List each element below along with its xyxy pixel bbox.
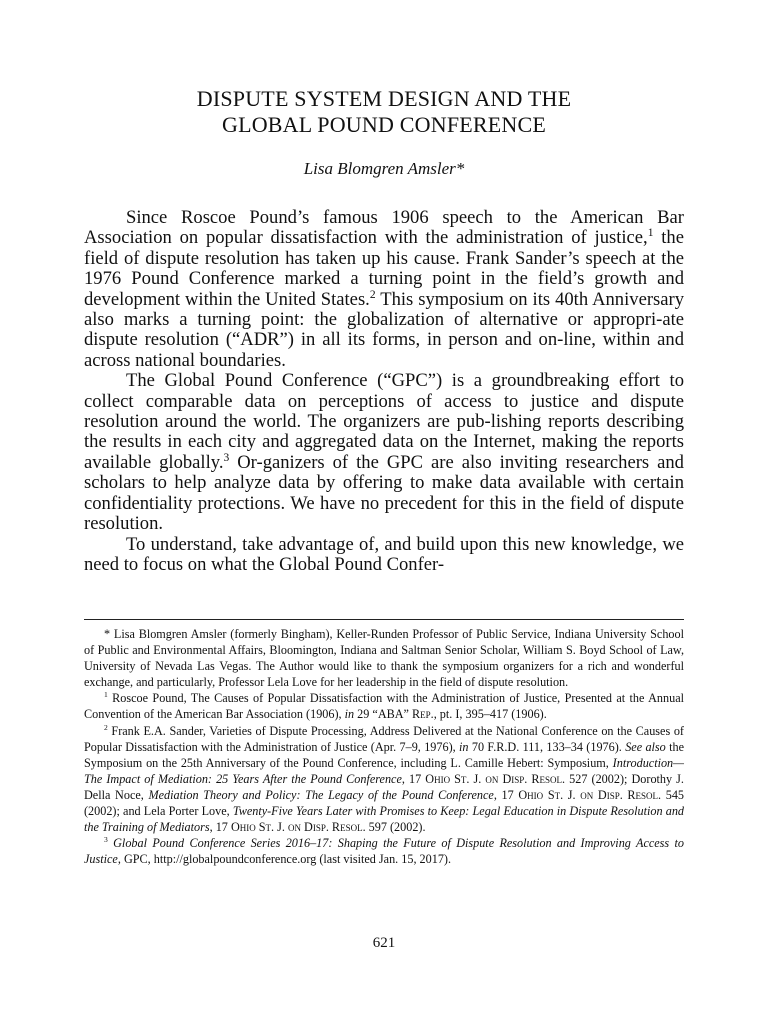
paragraph-2: The Global Pound Conference (“GPC”) is a groundbreaking effort to collect comparable data on perceptions of access to justice and dispute resolution around the world. The organizers are pub-lishing reports describing the results in each city and aggregated data on the Internet, making the reports available globally.$^3$ Or-ganizers of the GPC are also inviting researchers and scholars to help analyze data by offering to make data available with certain confidentiality protections. We have no precedent for this in the field of dispute resolution. [84,370,684,535]
author-name: Lisa Blomgren Amsler* [303,159,465,178]
title-line-1: DISPUTE SYSTEM DESIGN AND THE [196,86,572,111]
footnote-2: $^2$ Frank E.A. Sander, Varieties of Dispute Processing, Address Delivered at the National Conference on the Causes of Popular Dissatisfaction with the Administration of Justice (Apr. 7–9, 1976), in 70 F.R.D. 111, 133–34 (1976). See also the Symposium on the 25th Anniversary of the Pound Conference, including L. Camille Hebert: Symposium, Introduction—The Impact of Mediation: 25 Years After the Pound Conference, 17 Ohio St. J. on Disp. Resol. 527 (2002); Dorothy J. Della Noce, Mediation Theory and Policy: The Legacy of the Pound Conference, 17 Ohio St. J. on Disp. Resol. 545 (2002); and Lela Porter Love, Twenty-Five Years Later with Promises to Keep: Legal Education in Dispute Resolution and the Training of Mediators, 17 Ohio St. J. on Disp. Resol. 597 (2002). [84,722,685,835]
footnote-divider [84,619,684,620]
page-number: 621 [372,935,396,951]
footnote-ref-3[interactable]: 3 [223,451,230,464]
article-title [84,86,684,138]
footnote-ref-2[interactable]: 2 [369,288,376,301]
footnote-star: * Lisa Blomgren Amsler (formerly Bingham), Keller-Runden Professor of Public Service, Indiana University School of Public and Environmental Affairs, Bloomington, Indiana and Saltman Senior Scholar, William S. Boyd School of Law, University of Nevada Las Vegas. The Author would like to thank the symposium organizers for a rich and wonderful exchange, and particularly, Professor Lela Love for her leadership in the field of dispute resolution. [84,627,684,690]
article-body [84,208,684,575]
footnote-ref-1[interactable]: 1 [647,227,654,240]
title-line-2: GLOBAL POUND CONFERENCE [221,112,547,137]
paragraph-3: To understand, take advantage of, and build upon this new knowledge, we need to focus on what the Global Pound Confer- [84,533,684,575]
footnote-1: $^1$ Roscoe Pound, The Causes of Popular Dissatisfaction with the Administration of Justice, Presented at the Annual Convention of the American Bar Association (1906), in 29 “ABA” Rep., pt. I, 395–417 (1906). [84,690,684,722]
footnote-3: $^3$ Global Pound Conference Series 2016–17: Shaping the Future of Dispute Resolution and Improving Access to Justice, GPC, http://globalpoundconference.org (last visited Jan. 15, 2017). [84,835,684,867]
footnotes [84,626,684,867]
paragraph-1: Since Roscoe Pound’s famous 1906 speech to the American Bar Association on popular dissatisfaction with the administration of justice,$^1$ the field of dispute resolution has taken up his cause. Frank Sander’s speech at the 1976 Pound Conference marked a turning point in the field’s growth and development within the United States.$^2$ This symposium on its 40th Anniversary also marks a turning point: the globalization of alternative or appropri-ate dispute resolution (“ADR”) in all its forms, in person and on-line, within and across national boundaries. [84,207,684,371]
